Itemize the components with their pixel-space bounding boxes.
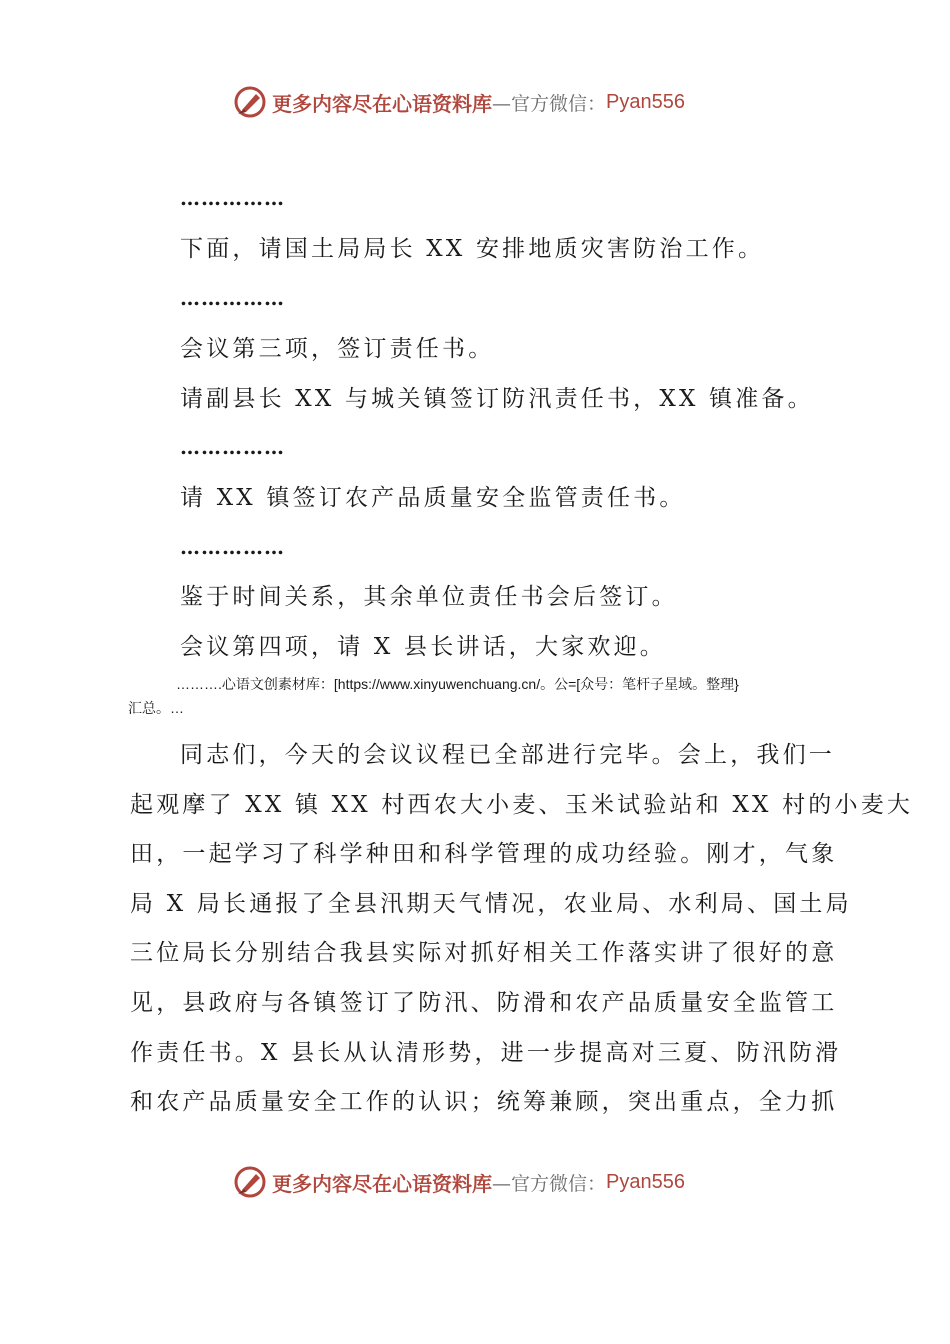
text-line: 请副县长 XX 与城关镇签订防汛责任书，XX 镇准备。	[180, 386, 814, 412]
paragraph-row: 局 X 局长通报了全县汛期天气情况，农业局、水利局、国土局	[130, 890, 852, 917]
banner-wechat-id: Pyan556	[606, 90, 685, 113]
ellipsis-divider: ……………	[180, 286, 285, 310]
text-line: 会议第四项，请 X 县长讲话，大家欢迎。	[180, 634, 666, 660]
header-banner	[232, 82, 752, 122]
banner-label: —官方微信：	[492, 92, 607, 115]
paragraph-row: 作责任书。X 县长从认清形势，进一步提高对三夏、防汛防滑	[130, 1039, 842, 1066]
closing-paragraph	[130, 731, 914, 1128]
paragraph-row: 和农产品质量安全工作的认识；统筹兼顾，突出重点，全力抓	[130, 1089, 838, 1116]
banner-title: 更多内容尽在心语资料库	[272, 91, 492, 116]
paragraph-row: 田，一起学习了科学种田和科学管理的成功经验。刚才，气象	[130, 841, 838, 868]
ellipsis-divider: ……………	[180, 186, 285, 210]
footer-banner	[232, 1162, 752, 1202]
text-line: 会议第三项，签订责任书。	[180, 336, 495, 362]
source-note-line: ……….心语文创素材库：[https://www.xinyuwenchuang.cn/。公=[众号：笔杆子星域。整理}	[176, 676, 739, 692]
pen-logo-icon	[232, 84, 268, 120]
banner-wechat-id: Pyan556	[606, 1170, 685, 1193]
paragraph-row: 三位局长分别结合我县实际对抓好相关工作落实讲了很好的意	[130, 940, 838, 967]
text-line: 鉴于时间关系，其余单位责任书会后签订。	[180, 584, 678, 610]
text-line: 请 XX 镇签订农产品质量安全监管责任书。	[180, 485, 686, 511]
pen-logo-icon	[232, 1164, 268, 1200]
paragraph-row: 见，县政府与各镇签订了防汛、防滑和农产品质量安全监管工	[130, 989, 838, 1016]
text-line: 下面，请国土局局长 XX 安排地质灾害防治工作。	[180, 236, 765, 262]
paragraph-row: 同志们，今天的会议议程已全部进行完毕。会上，我们一	[180, 742, 835, 768]
banner-title: 更多内容尽在心语资料库	[272, 1171, 492, 1196]
paragraph-row: 起观摩了 XX 镇 XX 村西农大小麦、玉米试验站和 XX 村的小麦大	[130, 791, 914, 818]
source-note	[128, 672, 836, 720]
banner-label: —官方微信：	[492, 1172, 607, 1195]
ellipsis-divider: ……………	[180, 535, 285, 559]
source-note-line: 汇总。…	[128, 700, 184, 716]
ellipsis-divider: ……………	[180, 435, 285, 459]
